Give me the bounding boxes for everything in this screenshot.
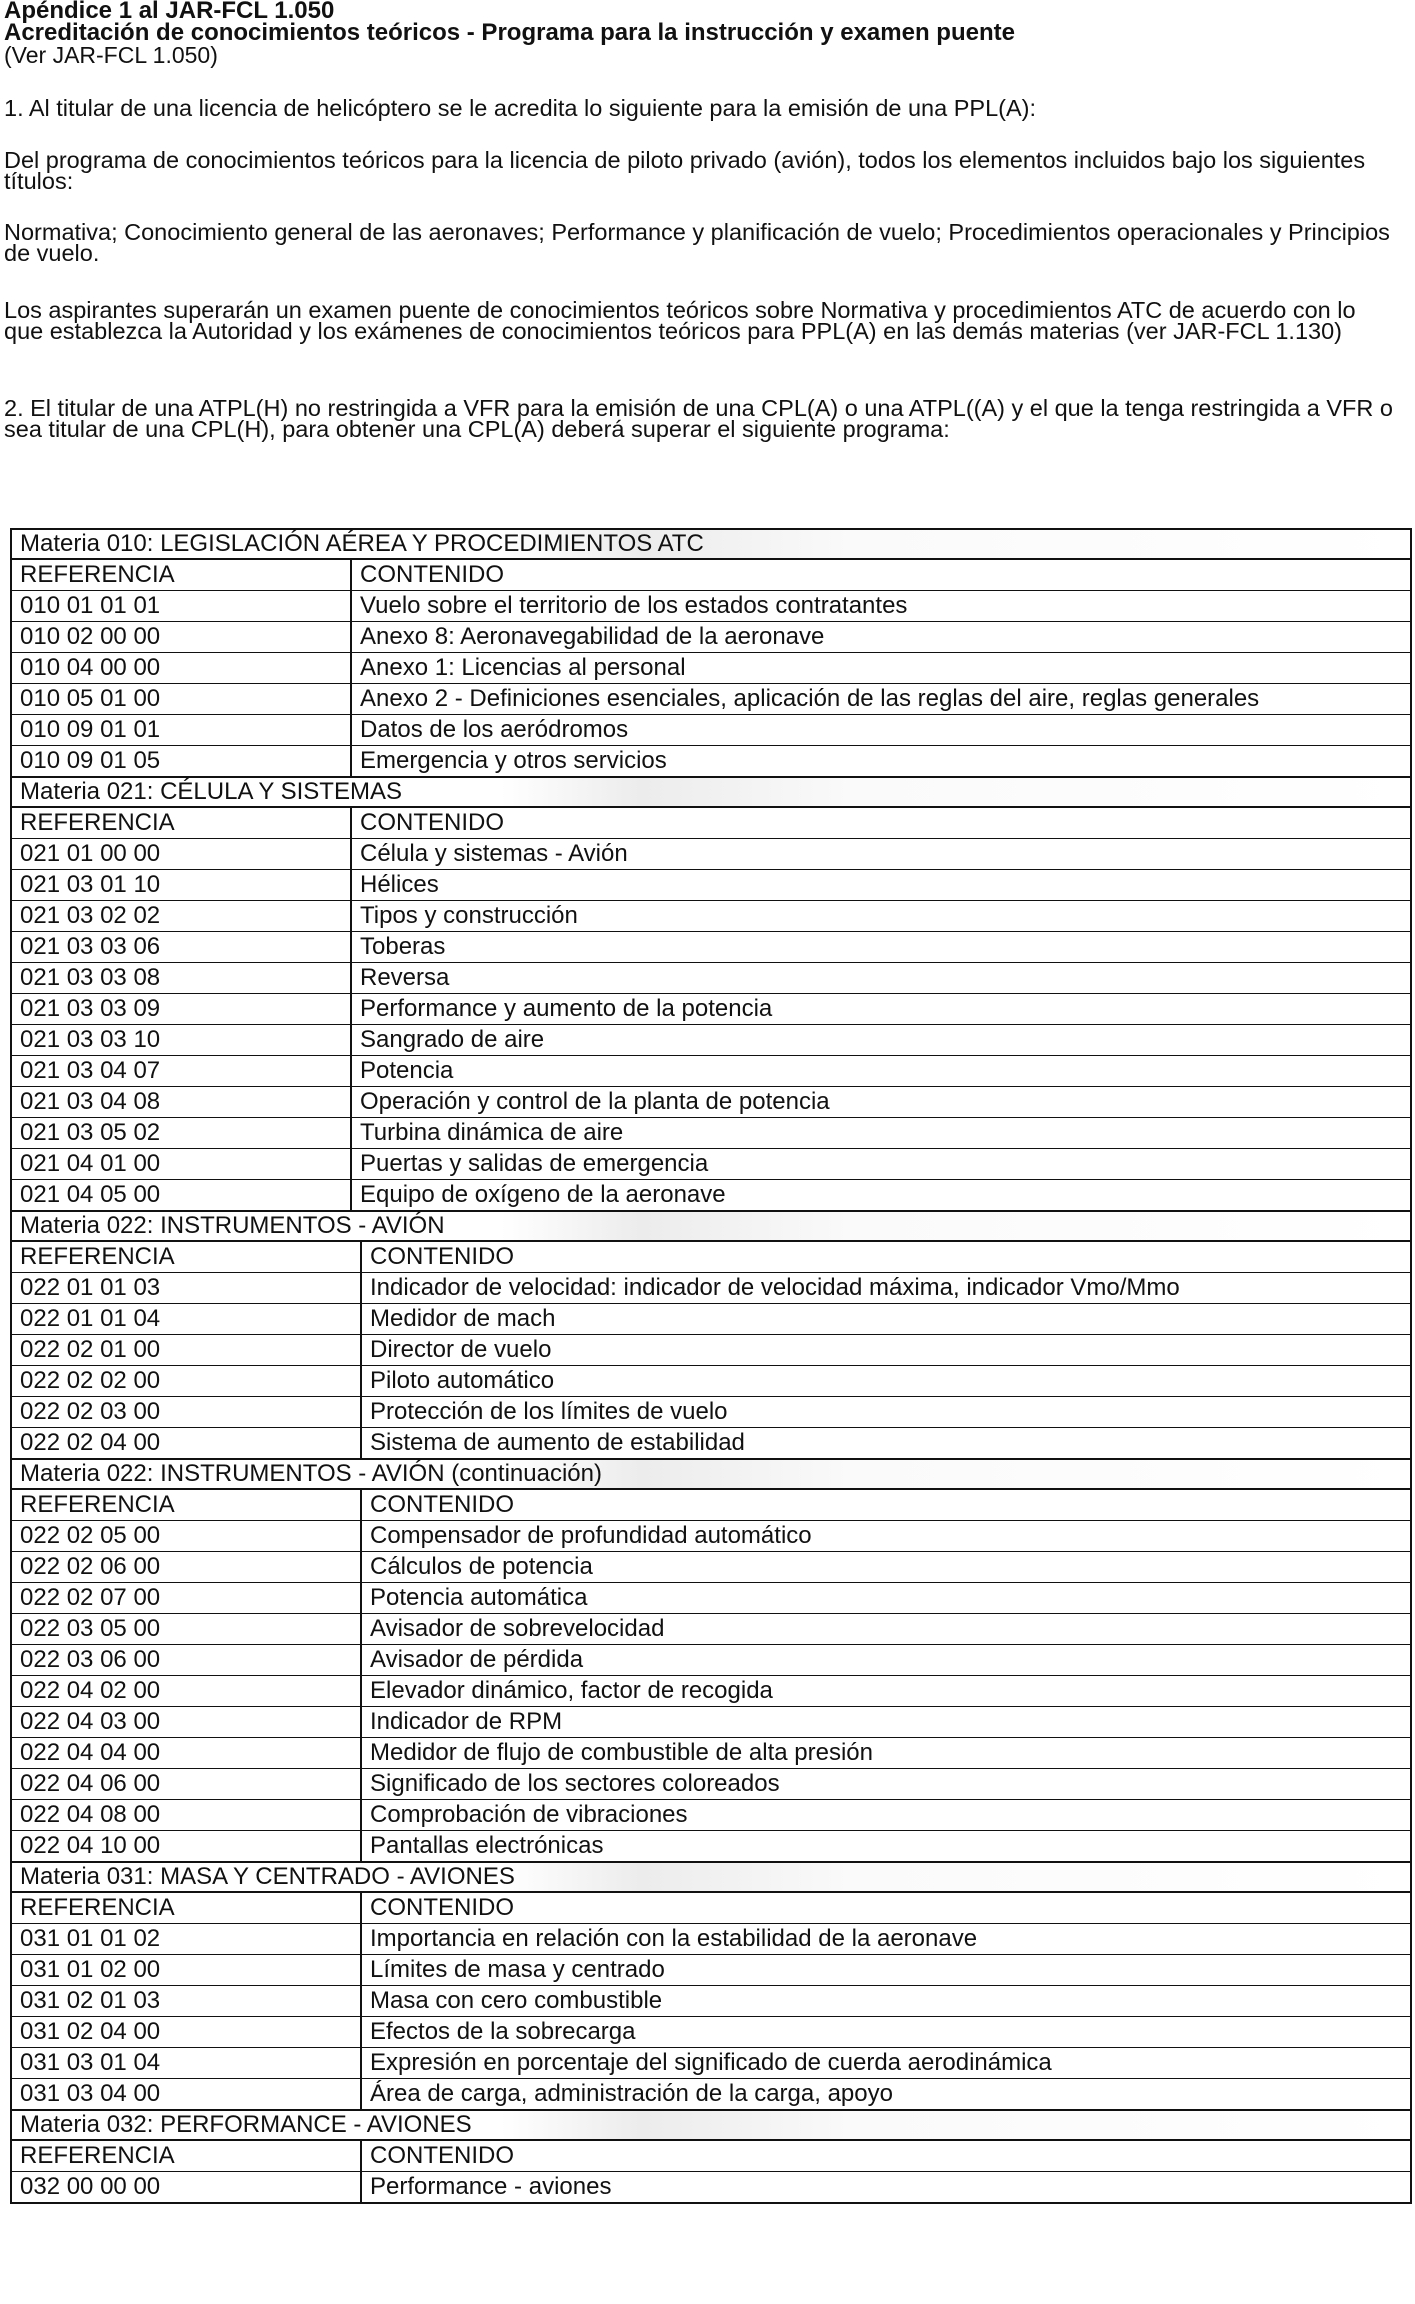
table-row (12, 839, 1410, 870)
column-header-referencia: REFERENCIA (12, 1893, 362, 1923)
column-header-contenido: CONTENIDO (370, 1491, 514, 1518)
content-cell: Medidor de flujo de combustible de alta presión (370, 1739, 873, 1766)
reference-cell: 022 03 06 00 (12, 1645, 362, 1675)
table-row (12, 901, 1410, 932)
section-title: Materia 010: LEGISLACIÓN AÉREA Y PROCEDIMIENTOS ATC (12, 530, 1410, 560)
document-reference: (Ver JAR-FCL 1.050) (4, 42, 218, 68)
table-row (12, 591, 1410, 622)
reference-cell: 021 04 01 00 (12, 1149, 352, 1179)
content-cell: Avisador de pérdida (370, 1646, 584, 1673)
reference-cell: 021 03 04 08 (12, 1087, 352, 1117)
reference-cell: 031 01 01 02 (12, 1924, 362, 1954)
table-row (12, 1583, 1410, 1614)
content-cell: Performance - aviones (370, 2173, 612, 2200)
reference-cell: 022 04 03 00 (12, 1707, 362, 1737)
reference-cell: 022 02 03 00 (12, 1397, 362, 1427)
content-cell: Límites de masa y centrado (370, 1956, 665, 1983)
section-title: Materia 021: CÉLULA Y SISTEMAS (12, 778, 1410, 808)
table-row (12, 1180, 1410, 1210)
intro-paragraph-5: 2. El titular de una ATPL(H) no restringida a VFR para la emisión de una CPL(A) o una ATPL((A) y el que la tenga restringida a VFR o sea titular de una CPL(H), para obtener una CPL(A) deberá superar el siguiente programa: (4, 395, 1393, 442)
content-cell: Turbina dinámica de aire (360, 1119, 624, 1146)
content-cell: Área de carga, administración de la carga, apoyo (370, 2080, 893, 2107)
content-cell: Sangrado de aire (360, 1026, 545, 1053)
table-row (12, 1676, 1410, 1707)
table-row (12, 622, 1410, 653)
content-cell: Protección de los límites de vuelo (370, 1398, 728, 1425)
table-row (12, 746, 1410, 776)
reference-cell: 022 01 01 03 (12, 1273, 362, 1303)
table-row (12, 1397, 1410, 1428)
content-cell: Anexo 8: Aeronavegabilidad de la aeronave (360, 623, 825, 650)
column-header-referencia: REFERENCIA (12, 1242, 362, 1272)
content-cell: Reversa (360, 964, 450, 991)
content-cell: Director de vuelo (370, 1336, 552, 1363)
table-row (12, 2048, 1410, 2079)
reference-cell: 022 02 04 00 (12, 1428, 362, 1458)
table-row (12, 1428, 1410, 1458)
reference-cell: 031 03 01 04 (12, 2048, 362, 2078)
content-cell: Indicador de velocidad: indicador de velocidad máxima, indicador Vmo/Mmo (370, 1274, 1180, 1301)
column-header-referencia: REFERENCIA (12, 560, 352, 590)
content-cell: Importancia en relación con la estabilidad de la aeronave (370, 1925, 978, 1952)
table-header-row (12, 2141, 1410, 2172)
table-row (12, 1924, 1410, 1955)
content-cell: Emergencia y otros servicios (360, 747, 667, 774)
content-cell: Potencia (360, 1057, 454, 1084)
table-row (12, 932, 1410, 963)
table-row (12, 1304, 1410, 1335)
reference-cell: 010 04 00 00 (12, 653, 352, 683)
document-title: Apéndice 1 al JAR-FCL 1.050 (4, 0, 335, 24)
content-cell: Compensador de profundidad automático (370, 1522, 812, 1549)
table-header-row (12, 560, 1410, 591)
intro-paragraph-1: 1. Al titular de una licencia de helicóptero se le acredita lo siguiente para la emisión de una PPL(A): (4, 95, 1037, 121)
content-cell: Pantallas electrónicas (370, 1832, 604, 1859)
section-title: Materia 022: INSTRUMENTOS - AVIÓN (12, 1212, 1410, 1242)
table-row (12, 1800, 1410, 1831)
content-cell: Elevador dinámico, factor de recogida (370, 1677, 773, 1704)
table-header-row (12, 1893, 1410, 1924)
reference-cell: 010 09 01 01 (12, 715, 352, 745)
syllabus-section (10, 528, 1412, 778)
reference-cell: 010 09 01 05 (12, 746, 352, 776)
reference-cell: 021 03 04 07 (12, 1056, 352, 1086)
syllabus-section (10, 1212, 1412, 1460)
table-row (12, 1831, 1410, 1861)
table-row (12, 1335, 1410, 1366)
content-cell: Avisador de sobrevelocidad (370, 1615, 665, 1642)
content-cell: Equipo de oxígeno de la aeronave (360, 1181, 726, 1208)
reference-cell: 022 01 01 04 (12, 1304, 362, 1334)
syllabus-section (10, 1460, 1412, 1863)
content-cell: Piloto automático (370, 1367, 555, 1394)
column-header-contenido: CONTENIDO (370, 1243, 514, 1270)
reference-cell: 022 04 04 00 (12, 1738, 362, 1768)
reference-cell: 010 02 00 00 (12, 622, 352, 652)
content-cell: Efectos de la sobrecarga (370, 2018, 636, 2045)
reference-cell: 022 03 05 00 (12, 1614, 362, 1644)
reference-cell: 022 04 10 00 (12, 1831, 362, 1861)
table-row (12, 1552, 1410, 1583)
table-row (12, 963, 1410, 994)
table-header-row (12, 1242, 1410, 1273)
content-cell: Tipos y construcción (360, 902, 578, 929)
section-title: Materia 032: PERFORMANCE - AVIONES (12, 2111, 1410, 2141)
content-cell: Cálculos de potencia (370, 1553, 593, 1580)
table-row (12, 1149, 1410, 1180)
content-cell: Expresión en porcentaje del significado de cuerda aerodinámica (370, 2049, 1052, 2076)
content-cell: Potencia automática (370, 1584, 588, 1611)
content-cell: Vuelo sobre el territorio de los estados contratantes (360, 592, 908, 619)
table-row (12, 2172, 1410, 2202)
reference-cell: 022 02 06 00 (12, 1552, 362, 1582)
document-subtitle: Acreditación de conocimientos teóricos - Programa para la instrucción y examen puente (4, 19, 1015, 46)
table-row (12, 1707, 1410, 1738)
table-row (12, 870, 1410, 901)
table-row (12, 1986, 1410, 2017)
reference-cell: 022 02 05 00 (12, 1521, 362, 1551)
content-cell: Toberas (360, 933, 446, 960)
reference-cell: 021 03 03 08 (12, 963, 352, 993)
table-row (12, 2017, 1410, 2048)
column-header-contenido: CONTENIDO (370, 2142, 514, 2169)
reference-cell: 022 04 02 00 (12, 1676, 362, 1706)
content-cell: Performance y aumento de la potencia (360, 995, 773, 1022)
syllabus-tables (10, 528, 1412, 2204)
table-header-row (12, 808, 1410, 839)
table-header-row (12, 1490, 1410, 1521)
section-title: Materia 031: MASA Y CENTRADO - AVIONES (12, 1863, 1410, 1893)
content-cell: Anexo 1: Licencias al personal (360, 654, 686, 681)
table-row (12, 1645, 1410, 1676)
column-header-referencia: REFERENCIA (12, 808, 352, 838)
reference-cell: 031 01 02 00 (12, 1955, 362, 1985)
content-cell: Anexo 2 - Definiciones esenciales, aplicación de las reglas del aire, reglas generales (360, 685, 1260, 712)
column-header-contenido: CONTENIDO (360, 561, 504, 588)
content-cell: Medidor de mach (370, 1305, 556, 1332)
table-row (12, 1118, 1410, 1149)
reference-cell: 010 01 01 01 (12, 591, 352, 621)
reference-cell: 021 04 05 00 (12, 1180, 352, 1210)
table-row (12, 1087, 1410, 1118)
table-row (12, 1738, 1410, 1769)
reference-cell: 032 00 00 00 (12, 2172, 362, 2202)
section-title: Materia 022: INSTRUMENTOS - AVIÓN (continuación) (12, 1460, 1410, 1490)
content-cell: Célula y sistemas - Avión (360, 840, 628, 867)
table-row (12, 2079, 1410, 2109)
reference-cell: 010 05 01 00 (12, 684, 352, 714)
content-cell: Comprobación de vibraciones (370, 1801, 688, 1828)
reference-cell: 021 03 05 02 (12, 1118, 352, 1148)
content-cell: Masa con cero combustible (370, 1987, 663, 2014)
table-row (12, 1521, 1410, 1552)
content-cell: Datos de los aeródromos (360, 716, 629, 743)
table-row (12, 994, 1410, 1025)
reference-cell: 021 03 03 09 (12, 994, 352, 1024)
table-row (12, 684, 1410, 715)
table-row (12, 1025, 1410, 1056)
reference-cell: 022 04 06 00 (12, 1769, 362, 1799)
table-row (12, 1366, 1410, 1397)
table-row (12, 653, 1410, 684)
table-row (12, 1769, 1410, 1800)
syllabus-section (10, 2111, 1412, 2204)
content-cell: Sistema de aumento de estabilidad (370, 1429, 745, 1456)
table-row (12, 715, 1410, 746)
reference-cell: 031 02 04 00 (12, 2017, 362, 2047)
content-cell: Indicador de RPM (370, 1708, 563, 1735)
intro-paragraph-3: Normativa; Conocimiento general de las aeronaves; Performance y planificación de vuelo; Procedimientos operacionales y Principios de vuelo. (4, 219, 1390, 266)
reference-cell: 021 03 01 10 (12, 870, 352, 900)
reference-cell: 031 02 01 03 (12, 1986, 362, 2016)
reference-cell: 022 04 08 00 (12, 1800, 362, 1830)
intro-paragraph-2: Del programa de conocimientos teóricos para la licencia de piloto privado (avión), todos los elementos incluidos bajo los siguientes títulos: (4, 147, 1366, 194)
syllabus-section (10, 1863, 1412, 2111)
syllabus-section (10, 778, 1412, 1212)
content-cell: Hélices (360, 871, 439, 898)
table-row (12, 1273, 1410, 1304)
intro-paragraph-4: Los aspirantes superarán un examen puente de conocimientos teóricos sobre Normativa y procedimientos ATC de acuerdo con lo que establezca la Autoridad y los exámenes de conocimientos teóricos para PPL(A) en las demás materias (ver JAR-FCL 1.130) (4, 297, 1356, 344)
column-header-contenido: CONTENIDO (370, 1894, 514, 1921)
document-header (4, 0, 1404, 66)
reference-cell: 022 02 01 00 (12, 1335, 362, 1365)
content-cell: Significado de los sectores coloreados (370, 1770, 780, 1797)
content-cell: Puertas y salidas de emergencia (360, 1150, 709, 1177)
table-row (12, 1614, 1410, 1645)
column-header-referencia: REFERENCIA (12, 2141, 362, 2171)
column-header-referencia: REFERENCIA (12, 1490, 362, 1520)
reference-cell: 021 03 03 06 (12, 932, 352, 962)
reference-cell: 021 01 00 00 (12, 839, 352, 869)
table-row (12, 1056, 1410, 1087)
reference-cell: 022 02 02 00 (12, 1366, 362, 1396)
table-row (12, 1955, 1410, 1986)
reference-cell: 021 03 02 02 (12, 901, 352, 931)
reference-cell: 022 02 07 00 (12, 1583, 362, 1613)
column-header-contenido: CONTENIDO (360, 809, 504, 836)
reference-cell: 031 03 04 00 (12, 2079, 362, 2109)
content-cell: Operación y control de la planta de potencia (360, 1088, 830, 1115)
reference-cell: 021 03 03 10 (12, 1025, 352, 1055)
